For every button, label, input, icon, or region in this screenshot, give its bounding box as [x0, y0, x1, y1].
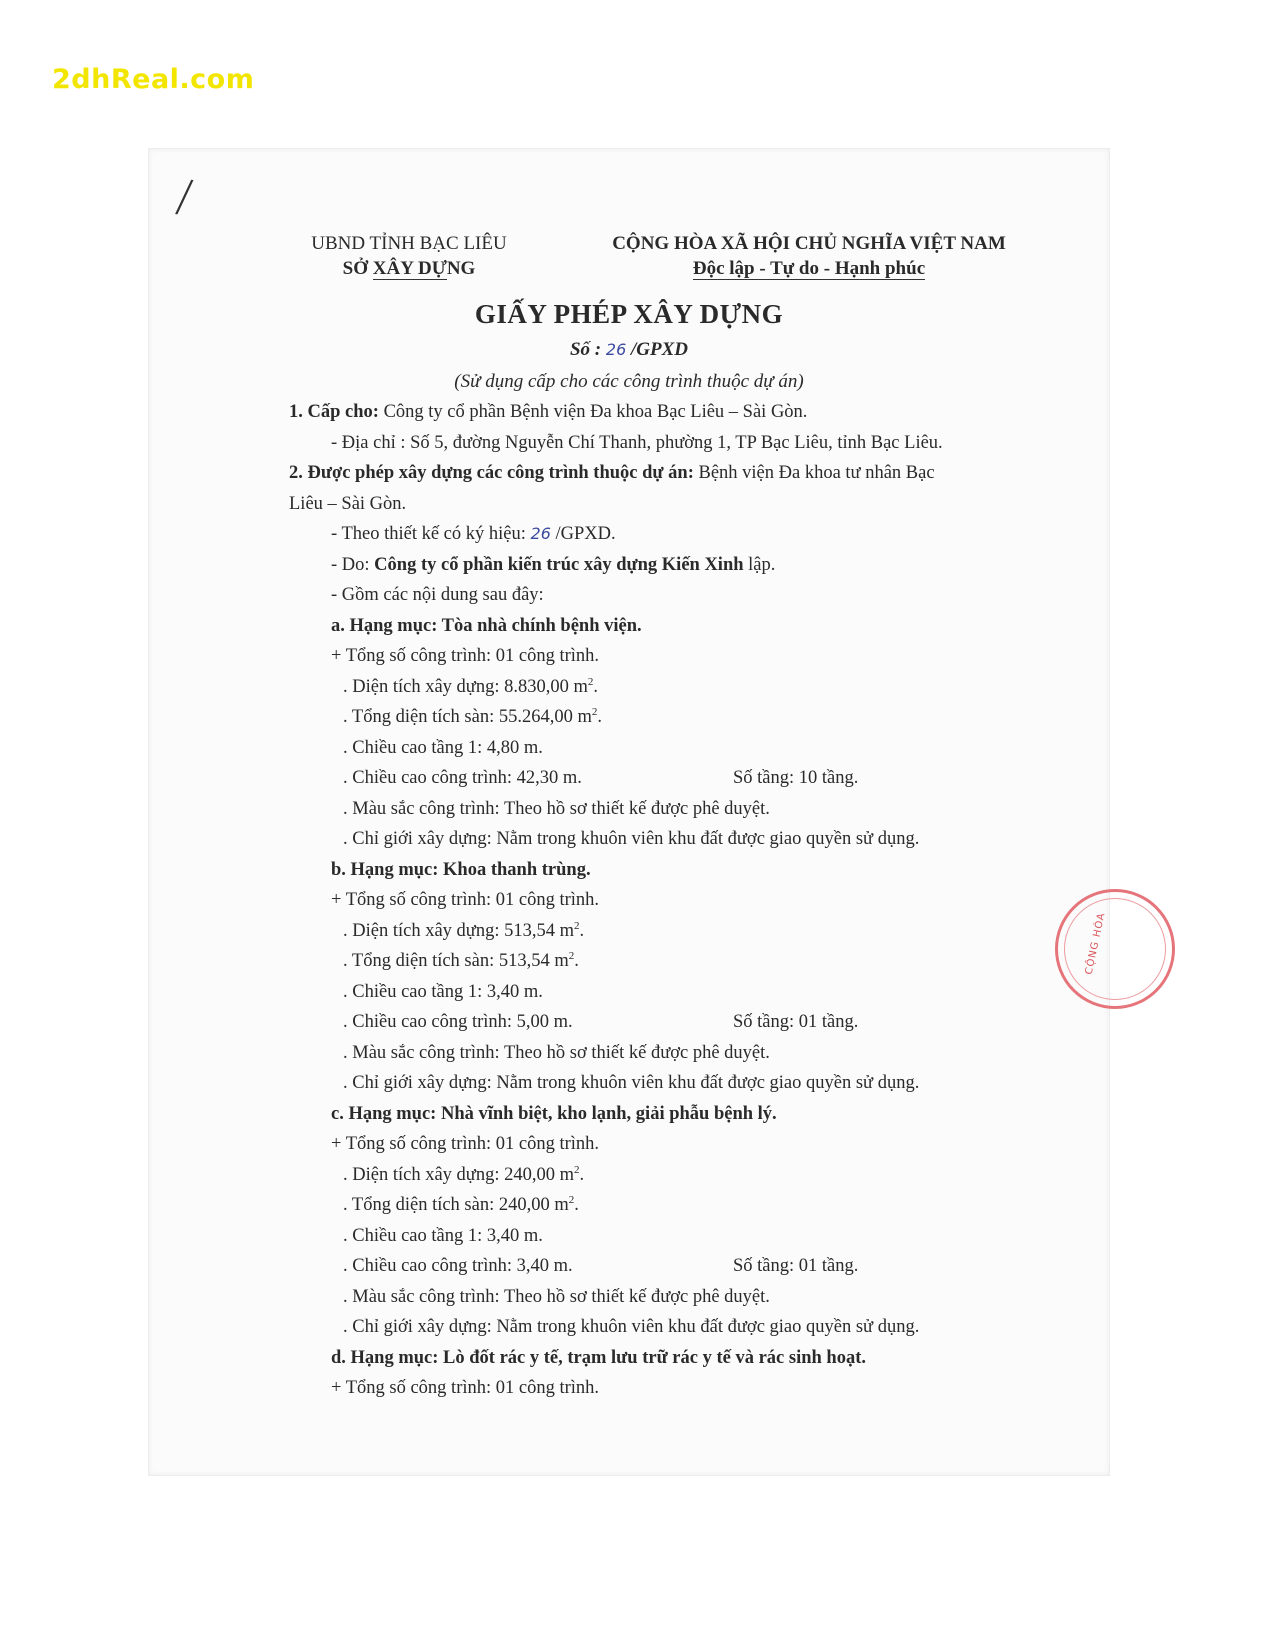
item-d-total: + Tổng số công trình: 01 công trình.	[331, 1378, 600, 1398]
item-a-height: . Chiều cao công trình: 42,30 m. Số tầng: 10 tầng.	[289, 763, 999, 794]
permit-number: Số : 26 /GPXD	[569, 339, 688, 360]
item-c-boundary: . Chỉ giới xây dựng: Nằm trong khuôn viên khu đất được giao quyền sử dụng.	[343, 1317, 920, 1337]
item-a-heading: a. Hạng mục: Tòa nhà chính bệnh viện.	[331, 615, 642, 636]
item-b-floors: Số tầng: 01 tầng.	[733, 1012, 859, 1032]
designer: - Do: Công ty cổ phần kiến trúc xây dựng Kiến Xinh lập.	[331, 554, 776, 575]
item-a-boundary: . Chỉ giới xây dựng: Nằm trong khuôn viên khu đất được giao quyền sử dụng.	[343, 829, 920, 849]
item-d-heading: d. Hạng mục: Lò đốt rác y tế, trạm lưu trữ rác y tế và rác sinh hoạt.	[331, 1347, 866, 1368]
agency-line1: UBND TỈNH BẠC LIÊU	[311, 233, 507, 254]
item-a-color: . Màu sắc công trình: Theo hồ sơ thiết kế được phê duyệt.	[343, 798, 770, 819]
item-c-color: . Màu sắc công trình: Theo hồ sơ thiết kế được phê duyệt.	[343, 1286, 770, 1307]
item-b-floor-area: . Tổng diện tích sàn: 513,54 $m^2$.	[343, 949, 579, 971]
section2-project: 2. Được phép xây dựng các công trình thuộc dự án: Bệnh viện Đa khoa tư nhân Bạc	[289, 463, 935, 483]
item-a-floor-area: . Tổng diện tích sàn: 55.264,00 $m^2$.	[343, 705, 602, 727]
item-a-total: + Tổng số công trình: 01 công trình.	[331, 646, 600, 666]
document-subtitle: (Sử dụng cấp cho các công trình thuộc dự án)	[454, 371, 804, 392]
item-b-heading: b. Hạng mục: Khoa thanh trùng.	[331, 859, 591, 880]
item-b-area: . Diện tích xây dựng: 513,54 $m^2$.	[343, 919, 585, 941]
document-page	[148, 148, 1110, 1476]
document-body	[289, 397, 999, 1404]
document-title: GIẤY PHÉP XÂY DỰNG	[474, 299, 784, 329]
item-b-color: . Màu sắc công trình: Theo hồ sơ thiết kế được phê duyệt.	[343, 1042, 770, 1063]
issuing-agency	[309, 231, 509, 281]
red-seal-stamp: CỘNG HÒA	[1055, 889, 1175, 1009]
pen-mark: /	[173, 170, 196, 223]
item-b-boundary: . Chỉ giới xây dựng: Nằm trong khuôn viên khu đất được giao quyền sử dụng.	[343, 1073, 920, 1093]
design-reference: - Theo thiết kế có ký hiệu: 26 /GPXD.	[331, 524, 616, 544]
contents-intro: - Gồm các nội dung sau đây:	[331, 585, 544, 605]
section1-grantee: 1. Cấp cho: Công ty cổ phần Bệnh viện Đa khoa Bạc Liêu – Sài Gòn.	[289, 402, 808, 422]
item-a-floors: Số tầng: 10 tầng.	[733, 768, 859, 788]
item-b-height: . Chiều cao công trình: 5,00 m. Số tầng: 01 tầng.	[289, 1007, 999, 1038]
section1-address: - Địa chỉ : Số 5, đường Nguyễn Chí Thanh, phường 1, TP Bạc Liêu, tỉnh Bạc Liêu.	[331, 432, 943, 453]
national-motto	[589, 231, 1029, 281]
watermark: 2dhReal.com	[52, 64, 255, 95]
item-c-height1: . Chiều cao tầng 1: 3,40 m.	[343, 1225, 543, 1246]
item-c-heading: c. Hạng mục: Nhà vĩnh biệt, kho lạnh, giải phẫu bệnh lý.	[331, 1103, 777, 1124]
handwritten-design-number: 26	[530, 524, 551, 543]
item-a-area: . Diện tích xây dựng: 8.830,00 $m^2$.	[343, 675, 598, 697]
country-name: CỘNG HÒA XÃ HỘI CHỦ NGHĨA VIỆT NAM	[612, 233, 1006, 254]
item-c-floors: Số tầng: 01 tầng.	[733, 1256, 859, 1276]
handwritten-number: 26	[605, 340, 627, 359]
item-a-height1: . Chiều cao tầng 1: 4,80 m.	[343, 737, 543, 758]
motto: Độc lập - Tự do - Hạnh phúc	[692, 258, 926, 279]
item-c-floor-area: . Tổng diện tích sàn: 240,00 $m^2$.	[343, 1193, 579, 1215]
item-c-total: + Tổng số công trình: 01 công trình.	[331, 1134, 600, 1154]
item-c-height: . Chiều cao công trình: 3,40 m. Số tầng: 01 tầng.	[289, 1251, 999, 1282]
item-b-total: + Tổng số công trình: 01 công trình.	[331, 890, 600, 910]
item-c-area: . Diện tích xây dựng: 240,00 $m^2$.	[343, 1163, 585, 1185]
section2-project-cont: Liêu – Sài Gòn.	[289, 493, 407, 514]
agency-line2: SỞ XÂY DỰNG	[342, 258, 476, 279]
item-b-height1: . Chiều cao tầng 1: 3,40 m.	[343, 981, 543, 1002]
